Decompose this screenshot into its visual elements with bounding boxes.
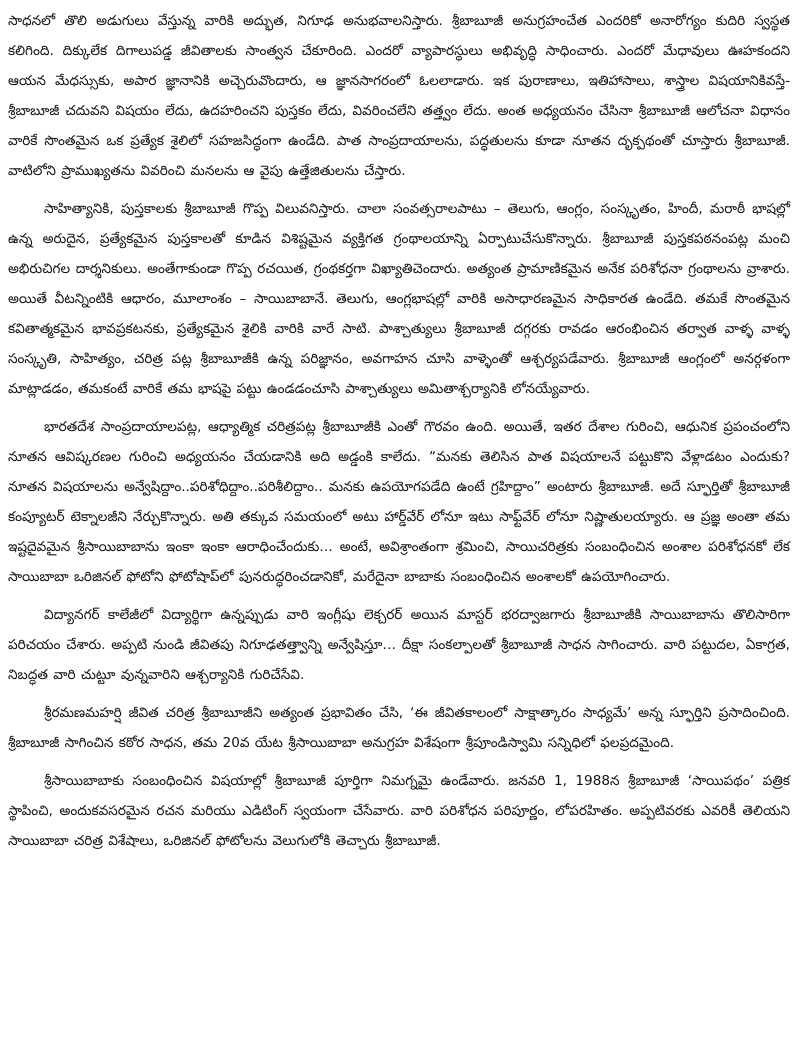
paragraph-6: శ్రీసాయిబాబాకు సంబంధించిన విషయాల్లో శ్రీబాబూజీ పూర్తిగా నిమగ్నమై ఉండేవారు. జనవరి 1, 1988న శ్రీబాబూజీ ‘సాయిపథం’ పత్రిక స్థాపించి, అందుకవసరమైన రచన మరియు ఎడిటింగ్ స్వయంగా చేసేవారు. వారి పరిశోధన పరిపూర్ణం, లోపరహితం. అప్పటివరకు ఎవరికీ తెలియని సాయిబాబా చరిత్ర విశేషాలు, ఒరిజినల్ ఫోటోలను వెలుగులోకి తెచ్చారు శ్రీబాబూజీ. <box>8 773 790 849</box>
paragraph-5: శ్రీరమణమహర్షి జీవిత చరిత్ర శ్రీబాబూజీని అత్యంత ప్రభావితం చేసి, ‘ఈ జీవితకాలంలో సాక్షాత్కారం సాధ్యమే’ అన్న స్ఫూర్తిని ప్రసాదించింది. శ్రీబాబూజీ సాగించిన కఠోర సాధన, తమ 20వ యేట శ్రీసాయిబాబా అనుగ్రహ విశేషంగా శ్రీపూండిస్వామి సన్నిధిలో ఫలప్రదమైంది. <box>8 705 790 751</box>
paragraph-1: సాధనలో తొలి అడుగులు వేస్తున్న వారికి అద్భుత, నిగూఢ అనుభవాలనిస్తారు. శ్రీబాబూజీ అనుగ్రహంచేత ఎందరికో అనారోగ్యం కుదిరి స్వస్థత కలిగింది. దిక్కులేక దిగాలుపడ్డ జీవితాలకు సాంత్వన చేకూరింది. ఎందరో వ్యాపారస్థులు అభివృద్ధి సాధించారు. ఎందరో మేధావులు ఊహకందని ఆయన మేధస్సుకు, అపార జ్ఞానానికి అచ్చెరువొందారు, ఆ జ్ఞానసాగరంలో ఓలలాడారు. ఇక పురాణాలు, ఇతిహాసాలు, శాస్త్రాల విషయానికివస్తే- శ్రీబాబూజీ చదువని విషయం లేదు, ఉదహరించని పుస్తకం లేదు, వివరించలేని తత్త్వం లేదు. అంత అధ్యయనం చేసినా శ్రీబాబూజీ ఆలోచనా విధానం వారికే సొంతమైన ఒక ప్రత్యేక శైలిలో సహజసిద్ధంగా ఉండేది. పాత సాంప్రదాయాలను, పద్ధతులను కూడా నూతన దృక్పథంతో చూస్తారు శ్రీబాబూజీ. వాటిలోని ప్రాముఖ్యతను వివరించి మనలను ఆ వైపు ఉత్తేజితులను చేస్తారు. <box>8 13 790 179</box>
paragraph-2: సాహిత్యానికి, పుస్తకాలకు శ్రీబాబూజీ గొప్ప విలువనిస్తారు. చాలా సంవత్సరాలపాటు – తెలుగు, ఆంగ్లం, సంస్కృతం, హిందీ, మరాఠీ భాషల్లో ఉన్న అరుదైన, ప్రత్యేకమైన పుస్తకాలతో కూడిన విశిష్టమైన వ్యక్తిగత గ్రంథాలయాన్ని ఏర్పాటుచేసుకొన్నారు. శ్రీబాబూజీ పుస్తకపఠనంపట్ల మంచి అభిరుచిగల దార్శనికులు. అంతేగాకుండా గొప్ప రచయిత, గ్రంథకర్తగా విఖ్యాతిచెందారు. అత్యంత ప్రామాణికమైన అనేక పరిశోధనా గ్రంథాలను వ్రాశారు. అయితే వీటన్నింటికి ఆధారం, మూలాంశం – సాయిబాబానే. తెలుగు, ఆంగ్లభాషల్లో వారికి అసాధారణమైన సాధికారత ఉండేది. తమకే సొంతమైన కవితాత్మకమైన భావప్రకటనకు, ప్రత్యేకమైన శైలికి వారికి వారే సాటి. పాశ్చాత్యులు శ్రీబాబూజీ దగ్గరకు రావడం ఆరంభించిన తర్వాత వాళ్ళ వాళ్ళ సంస్కృతి, సాహిత్యం, చరిత్ర పట్ల శ్రీబాబూజీకి ఉన్న పరిజ్ఞానం, అవగాహన చూసి వాళ్ళెంతో ఆశ్చర్యపడేవారు. శ్రీబాబూజీ ఆంగ్లంలో అనర్గళంగా మాట్లాడడం, తమకంటే వారికే తమ భాషపై పట్టు ఉండడంచూసి పాశ్చాత్యులు అమితాశ్చర్యానికి లోనయ్యేవారు. <box>8 201 790 397</box>
paragraph-3: భారతదేశ సాంప్రదాయాలపట్ల, ఆధ్యాత్మిక చరిత్రపట్ల శ్రీబాబూజీకి ఎంతో గౌరవం ఉంది. అయితే, ఇతర దేశాల గురించి, ఆధునిక ప్రపంచంలోని నూతన ఆవిష్కరణల గురించి అధ్యయనం చేయడానికి అది అడ్డంకి కాలేదు. “మనకు తెలిసిన పాత విషయాలనే పట్టుకొని వేళ్లాడటం ఎందుకు? నూతన విషయాలను అన్వేషిద్దాం..పరిశోధిద్దాం..పరిశీలిద్దాం.. మనకు ఉపయోగపడేది ఉంటే గ్రహిద్దాం” అంటారు శ్రీబాబూజీ. అదే స్ఫూర్తితో శ్రీబాబూజీ కంప్యూటర్ టెక్నాలజీని నేర్చుకొన్నారు. అతి తక్కువ సమయంలో అటు హార్డ్‌వేర్ లోనూ ఇటు సాఫ్ట్‌వేర్ లోనూ నిష్ణాతులయ్యారు. ఆ ప్రజ్ఞ అంతా తమ ఇష్టదైవమైన శ్రీసాయిబాబాను ఇంకా ఇంకా ఆరాధించేందుకు… అంటే, అవిశ్రాంతంగా శ్రమించి, సాయిచరిత్రకు సంబంధించిన అంశాల పరిశోధనకో లేక సాయిబాబా ఒరిజినల్ ఫోటోని ఫోటోషాప్‌లో పునరుద్ధరించడానికో, మరేదైనా బాబాకు సంబంధించిన అంశాలకో ఉపయోగించారు. <box>8 419 790 585</box>
paragraph-4: విద్యానగర్ కాలేజీలో విద్యార్థిగా ఉన్నప్పుడు వారి ఇంగ్లీషు లెక్చరర్ అయిన మాస్టర్ భరద్వాజగారు శ్రీబాబూజీకి సాయిబాబాను తొలిసారిగా పరిచయం చేశారు. అప్పటి నుండి జీవితపు నిగూఢతత్త్వాన్ని అన్వేషిస్తూ… దీక్షా సంకల్పాలతో శ్రీబాబూజీ సాధన సాగించారు. వారి పట్టుదల, ఏకాగ్రత, నిబద్ధత వారి చుట్టూ వున్నవారిని ఆశ్చర్యానికి గురిచేసేవి. <box>8 607 790 683</box>
